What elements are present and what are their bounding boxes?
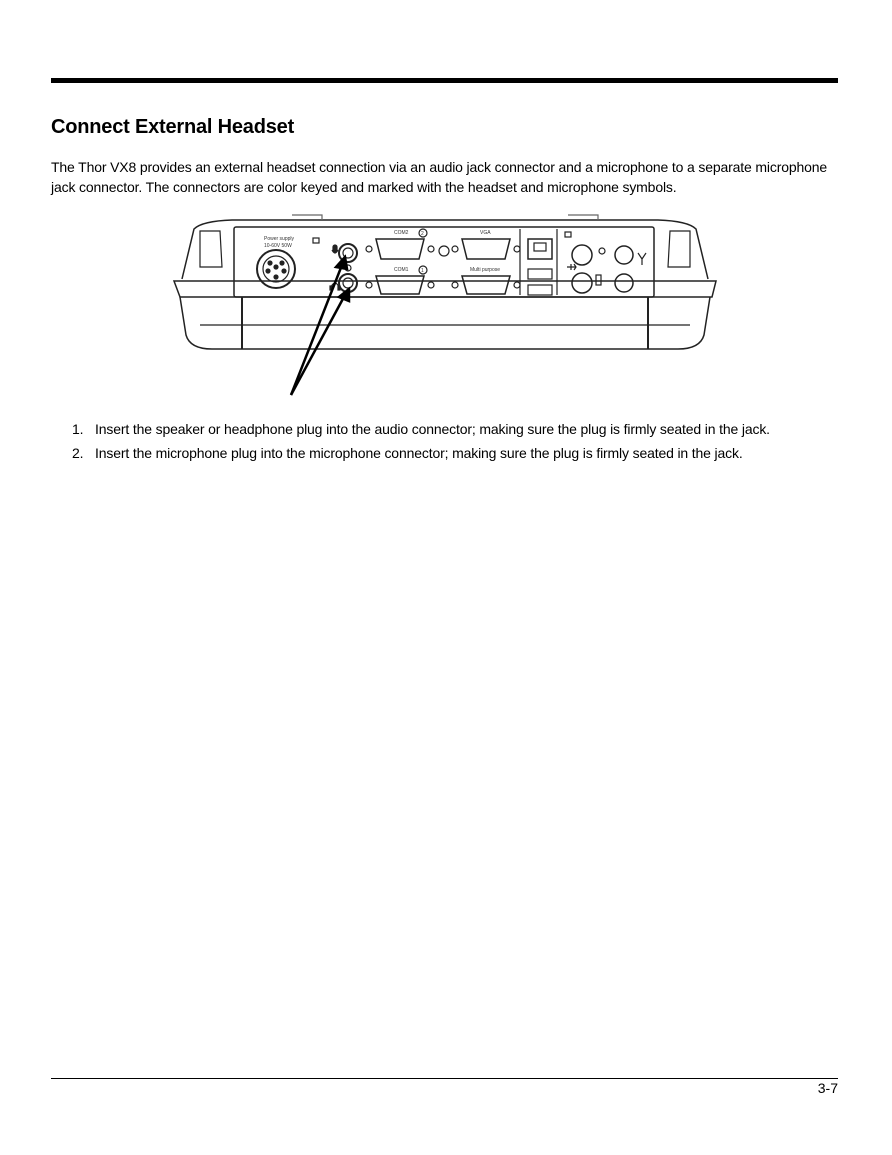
ground-screw	[439, 246, 449, 256]
mouse-port	[572, 245, 592, 265]
antenna-icon	[638, 253, 646, 265]
power-supply-label: Power supply	[264, 236, 295, 242]
dc-jack-bottom	[615, 274, 633, 292]
vga-port	[462, 239, 510, 259]
port-2-label: 2	[421, 231, 424, 237]
step-text: Insert the microphone plug into the microphone connector; making sure the plug is firmly seated in the jack.	[95, 445, 743, 461]
page-number: 3-7	[817, 1080, 838, 1096]
usb-icon	[567, 264, 576, 270]
ethernet-port	[528, 239, 552, 259]
multi-purpose-label: Multi purpose	[470, 267, 501, 273]
com2-port	[376, 239, 424, 259]
step-number: 2.	[72, 445, 84, 461]
port-1-label: 1	[421, 268, 424, 274]
com1-label: COM1	[394, 267, 409, 273]
instruction-steps	[51, 417, 770, 465]
intro-paragraph: The Thor VX8 provides an external headset connection via an audio jack connector and a microphone to a separate microphone jack connector. The connectors are color keyed and marked with the headset and microphone symbols.	[51, 159, 828, 195]
top-rule	[51, 78, 838, 83]
power-rating-label: 10-60V 50W	[264, 243, 292, 249]
step-text: Insert the speaker or headphone plug into the audio connector; making sure the plug is firmly seated in the jack.	[95, 421, 770, 437]
step-number: 1.	[72, 421, 84, 437]
section-heading: Connect External Headset	[51, 116, 295, 138]
dc-jack-top	[615, 246, 633, 264]
vga-label: VGA	[480, 230, 491, 236]
com1-port	[376, 276, 424, 294]
connector-diagram	[172, 207, 718, 399]
com2-label: COM2	[394, 230, 409, 236]
microphone-icon	[332, 245, 338, 253]
usb-port	[528, 269, 552, 295]
device-body	[174, 215, 716, 349]
mouse-icon	[599, 248, 605, 254]
step-item	[51, 417, 770, 441]
power-connector	[257, 250, 295, 288]
multi-purpose-port	[462, 276, 510, 294]
keyboard-port	[572, 273, 592, 293]
footer-rule	[51, 1078, 838, 1079]
keyboard-icon	[596, 275, 601, 285]
step-item	[51, 441, 770, 465]
